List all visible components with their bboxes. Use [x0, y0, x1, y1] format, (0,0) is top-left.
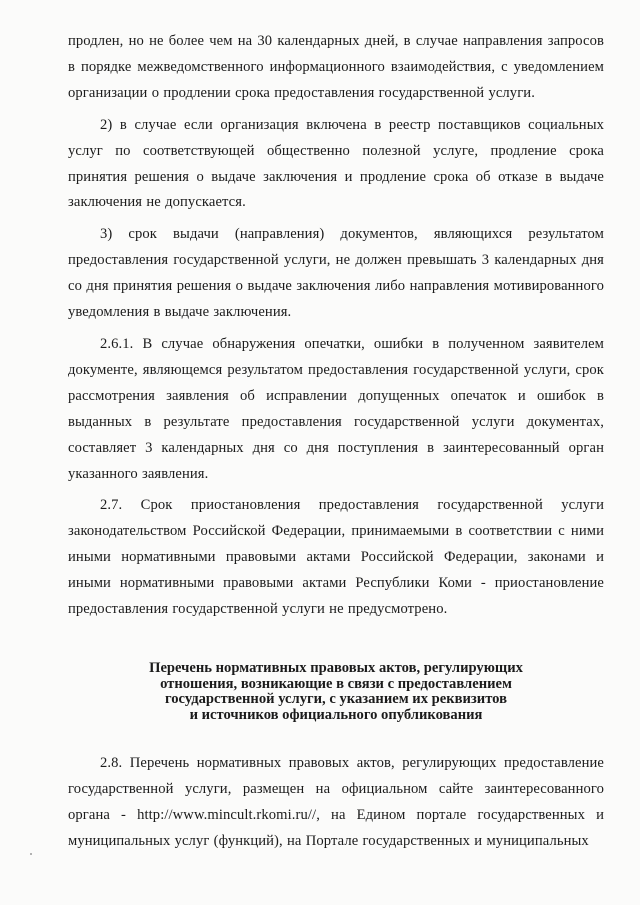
- heading-line: государственной услуги, с указанием их реквизитов: [165, 691, 507, 708]
- paragraph-2-6-1: 2.6.1. В случае обнаружения опечатки, ошибки в полученном заявителем документе, являющемся результатом предоставления государственной услуги, срок рассмотрения заявления об исправлении допущенных опечаток и ошибок в выданных в результате предоставления государственной услуги документах, составляет 3 календарных дня со дня поступления в заинтересованный орган указанного заявления.: [68, 335, 604, 482]
- heading-line: и источников официального опубликования: [189, 706, 483, 723]
- heading-line: отношения, возникающие в связи с предоставлением: [160, 675, 512, 692]
- paragraph-item-3: 3) срок выдачи (направления) документов, являющихся результатом предоставления государственной услуги, не должен превышать 3 календарных дня со дня принятия решения о выдаче заключения либо направления мотивированного уведомления в выдаче заключения.: [68, 226, 604, 321]
- heading-line: Перечень нормативных правовых актов, регулирующих: [149, 659, 523, 676]
- paragraph-2-8: 2.8. Перечень нормативных правовых актов, регулирующих предоставление государственной услуги, размещен на официальном сайте заинтересованного органа - http://www.mincult.rkomi.ru//, на Едином портале государственных и муниципальных услуг (функций), на Портале государственных и муниципальных: [68, 755, 604, 850]
- paragraph-2-7: 2.7. Срок приостановления предоставления государственной услуги законодательством Российской Федерации, принимаемыми в соответствии с ними иными нормативными правовыми актами Российской Федерации, законами и иными нормативными правовыми актами Республики Коми - приостановление предоставления государственной услуги не предусмотрено.: [68, 497, 604, 618]
- paragraph-item-2: 2) в случае если организация включена в реестр поставщиков социальных услуг по соответствующей общественно полезной услуге, продление срока принятия решения о выдаче заключения и продление срока об отказе в выдаче заключения не допускается.: [68, 116, 604, 211]
- scan-speck: [30, 853, 32, 855]
- section-heading: [68, 661, 604, 723]
- paragraph-extension-term: продлен, но не более чем на 30 календарных дней, в случае направления запросов в порядке межведомственного информационного взаимодействия, с уведомлением организации о продлении срока предоставления государственной услуги.: [68, 33, 604, 101]
